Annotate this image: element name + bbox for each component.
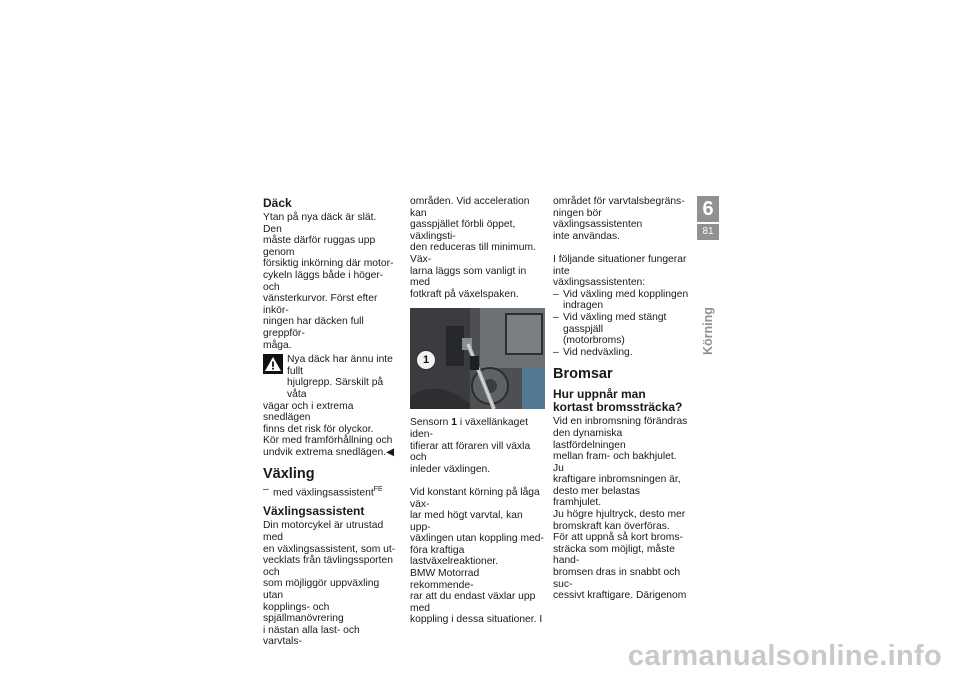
option-label: med växlingsassistent <box>273 487 374 499</box>
text-line: som möjliggör uppväxling utan <box>263 578 380 602</box>
reference-number: 1 <box>451 417 457 429</box>
text-line: i nästan alla last- och varvtals- <box>263 624 360 648</box>
chapter-number: 6 <box>697 196 719 222</box>
text-line: Nya däck har ännu inte fullt <box>287 354 393 377</box>
sensor-paragraph <box>410 417 545 475</box>
text-line: Vid nedväxling. <box>563 346 633 358</box>
text-line: växlingen utan koppling med- <box>410 533 544 545</box>
heading-shift-assistant: Växlingsassistent <box>263 504 365 519</box>
constant-driving-paragraph <box>410 487 545 626</box>
text-line: fotkraft på växelspaken. <box>410 288 519 300</box>
heading-brakes: Bromsar <box>553 366 613 383</box>
text-line: växlingsassistenten: <box>553 277 646 289</box>
text-line: bromskraft kan överföras. <box>553 520 670 532</box>
text-line: Vid en inbromsning förändras <box>553 416 688 428</box>
chapter-title: Körning <box>701 307 715 355</box>
text-line: kopplings- och spjällmanövrering <box>263 601 344 625</box>
text-line: måga. <box>263 339 292 351</box>
text-line: cessivt kraftigare. Därigenom <box>553 590 687 602</box>
text-line: tifierar att föraren vill växla och <box>410 440 531 464</box>
warning-text <box>263 401 396 459</box>
continued-paragraph <box>410 196 545 300</box>
text-line: desto mer belastas framhjulet. <box>553 485 640 509</box>
text-line: Vid växling med stängt gasspjäll <box>563 311 667 335</box>
heading-tires: Däck <box>263 196 292 210</box>
text-line: Kör med framförhållning och <box>263 435 393 447</box>
text-line: bromsen dras in snabbt och suc- <box>553 567 681 590</box>
text-line: den reduceras till minimum. Väx- <box>410 242 536 265</box>
text-line: Vid växling med kopplingen <box>563 288 689 300</box>
text-line: ningen bör växlingsassistenten <box>553 207 643 231</box>
text-line: försiktig inkörning där motor- <box>263 258 394 270</box>
text-line: För att uppnå så kort broms- <box>553 532 683 544</box>
figure-callout-1: 1 <box>416 350 436 370</box>
footer-watermark: carmanualsonline.info <box>627 640 942 672</box>
bullet-item <box>553 347 689 359</box>
text-line: I följande situationer fungerar inte <box>553 253 687 277</box>
text-line: ningen har däcken full greppför- <box>263 316 364 339</box>
column-3 <box>553 196 689 602</box>
text-line: cykeln läggs både i höger- och <box>263 269 384 293</box>
text-line: den dynamiska lastfördelningen <box>553 427 626 451</box>
text-line: rar att du endast växlar upp med <box>410 591 536 614</box>
bullet-item <box>553 289 689 312</box>
shift-sensor-photo <box>410 308 545 409</box>
text-line: koppling i dessa situationer. I <box>410 614 543 626</box>
bullet-item <box>553 312 689 347</box>
text-line: en växlingsassistent, som ut- <box>263 543 396 555</box>
end-mark-icon: ◀ <box>386 446 394 458</box>
warning-icon <box>263 354 283 374</box>
text-line: områden. Vid acceleration kan <box>410 196 530 219</box>
tires-paragraph <box>263 212 396 351</box>
heading-stopping-distance: Hur uppnår man kortast bromssträcka? <box>553 387 683 415</box>
brakes-paragraph <box>553 416 689 602</box>
text-line: inleder växlingen. <box>410 463 491 475</box>
limit-paragraph <box>553 196 689 242</box>
text-line: vecklats från tävlingssporten och <box>263 555 393 578</box>
text-line: gasspjället förbli öppet, växlingsti- <box>410 219 516 242</box>
heading-shifting: Växling <box>263 466 315 483</box>
text-line: Ju högre hjultryck, desto mer <box>553 509 686 521</box>
option-code: FE <box>373 486 383 494</box>
text-line: inte användas. <box>553 230 620 242</box>
text-line: vägar och i extrema snedlägen <box>263 400 354 424</box>
column-1 <box>263 196 396 648</box>
text-line: sträcka som möjligt, måste hand- <box>553 543 675 567</box>
page-number: 81 <box>697 224 719 240</box>
text-line: undvik extrema snedlägen. <box>263 446 387 458</box>
text-segment: i växellänkaget iden- <box>410 417 528 440</box>
situations-paragraph <box>553 254 689 289</box>
text-line: vänsterkurvor. Först efter inkör- <box>263 293 378 316</box>
text-line: föra kraftiga lastväxelreaktioner. <box>410 544 499 568</box>
text-line: måste därför ruggas upp genom <box>263 235 376 258</box>
text-line: Ytan på nya däck är slät. Den <box>263 212 377 235</box>
text-line: lar med högt varvtal, kan upp- <box>410 510 523 533</box>
text-line: mellan fram- och bakhjulet. Ju <box>553 451 677 474</box>
text-line: kraftigare inbromsningen är, <box>553 474 681 486</box>
warning-block <box>263 354 396 458</box>
text-line: området för varvtalsbegräns- <box>553 196 685 207</box>
shifting-option <box>263 484 396 499</box>
text-line: BMW Motorrad rekommende- <box>410 568 480 591</box>
text-line: (motorbroms) <box>563 335 625 347</box>
assistant-paragraph <box>263 520 396 648</box>
text-line: Din motorcykel är utrustad med <box>263 520 384 544</box>
column-2 <box>410 196 545 626</box>
text-line: Vid konstant körning på låga väx- <box>410 486 540 510</box>
text-segment: Sensorn <box>410 417 449 429</box>
text-line: indragen <box>563 300 604 312</box>
text-line: finns det risk för olyckor. <box>263 423 374 435</box>
text-line: larna läggs som vanligt in med <box>410 265 527 289</box>
text-line: hjulgrepp. Särskilt på våta <box>287 377 384 400</box>
